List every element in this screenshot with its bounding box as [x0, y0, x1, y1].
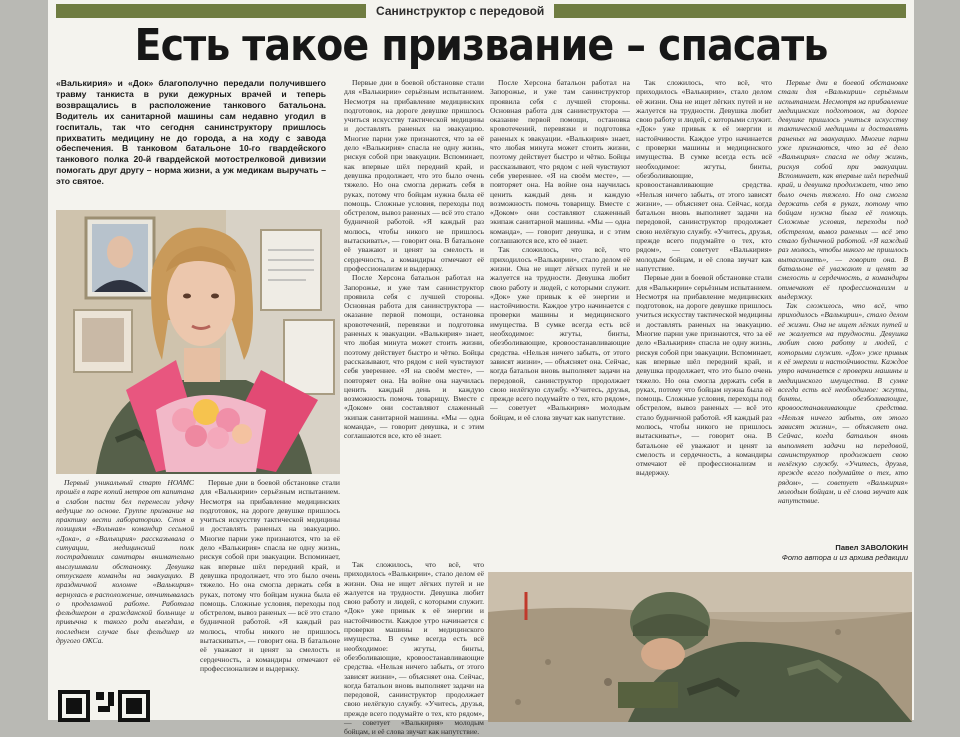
article-headline: Есть такое призвание – спасать [134, 20, 828, 71]
article-column-mid2 [490, 78, 630, 568]
newspaper-page [48, 0, 914, 737]
photo-credit: Фото автора и из архива редакции [781, 553, 908, 562]
column-text: Первые дни в боевой обстановке стали для «Валькирии» серьёзным испытанием. Несмотря на прибавление медицинских подготовок, на дороге девушке пришлось учиться искусству тактической медицины и доставлять раненых на эвакуацию. Многие парни уже признаются, что за её дело «Валькирия» спасла не одну жизнь, рискуя собой при эвакуации. Вспоминает, как впервые шёл передний край, и девушка продолжает, что это было очень тяжело. Но она смогла держать себя в руках, потому что бойцам нужна была её помощь. Сложные условия, переходы под обстрелом, вывоз раненых — всё это стало будничной работой. «Я каждый раз молюсь, чтобы никого не пришлось вытаскивать», — говорит она. В батальоне её уважают и ценят за смелость и сердечность, а командиры отмечают её профессионализм и выдержку. [200, 478, 340, 673]
qr-code-icon[interactable] [58, 690, 158, 722]
column-text: Первые дни в боевой обстановке стали для «Валькирии» серьёзным испытанием. Несмотря на прибавление медицинских подготовок, на дороге девушке пришлось учиться искусству тактической медицины и доставлять раненых на эвакуацию. Многие парни уже признаются, что за её дело «Валькирия» спасла не одну жизнь, рискуя собой при эвакуации. Вспоминает, как впервые шёл передний край, и девушка продолжает, что это было очень тяжело. Но она смогла держать себя в руках, потому что бойцам нужна была её помощь. Сложные условия, переходы под обстрелом, вывоз раненых — всё это стало будничной работой. «Я каждый раз молюсь, чтобы никого не пришлось вытаскивать», — говорит она. В батальоне её уважают и ценят за смелость и сердечность, а командиры отмечают её профессионализм и выдержку. [778, 78, 908, 301]
article-lead: «Валькирия» и «Док» благополучно передали получившего травму танкиста в руки дежурных врачей и теперь возвращались в расположение танкового батальона. Водитель их санитарной машины сам недавно угодил в госпиталь, так что сегодня санинструктору пришлось прихватить медицину не до города, а на ходу с завода обеспечения. В танковом батальоне 10-го гвардейского танкового полка 20-й гвардейской мотострелковой дивизии помогать друг другу – норма жизни, а уж медикам выручать – это святое. [56, 78, 326, 187]
column-text: Первые дни в боевой обстановке стали для «Валькирии» серьёзным испытанием. Несмотря на прибавление медицинских подготовок, на дороге девушке пришлось учиться искусству тактической медицины и доставлять раненых на эвакуацию. Многие парни уже признаются, что за её дело «Валькирия» спасла не одну жизнь, рискуя собой при эвакуации. Вспоминает, как впервые шёл передний край, и девушка продолжает, что это было очень тяжело. Но она смогла держать себя в руках, потому что бойцам нужна была её помощь. Сложные условия, переходы под обстрелом, вывоз раненых — всё это стало будничной работой. «Я каждый раз молюсь, чтобы никого не пришлось вытаскивать», — говорит она. В батальоне её уважают и ценят за смелость и сердечность, а командиры отмечают её профессионализм и выдержку. [344, 78, 484, 273]
article-column-right2 [778, 78, 908, 540]
crawling-soldier-photo [488, 572, 912, 722]
article-column-mid1 [344, 78, 484, 558]
officer-portrait-icon [86, 218, 154, 298]
column-text-continued: После Херсона батальон работал на Запорожье, и уже там санинструктор проявила себя с лучшей стороны. Основная работа для санинструктора — оказание первой помощи, остановка кровотечений, перевязки и подготовка раненых к эвакуации. «Валькирия» знает, что любая минута может стоить жизни, поэтому действует быстро и чётко. Бойцы рассказывают, что рядом с ней чувствуют себя увереннее. «Я на своём месте», — повторяет она. На войне она научилась ценить каждый день и каждую возможность помочь товарищу. Вместе с «Доком» они составляют слаженный экипаж санитарной машины. «Мы — одна команда», — говорит девушка, и с этим соглашаются все, кто её знает. [344, 273, 484, 441]
photo-caption-column [56, 478, 194, 690]
framed-poster-icon [74, 310, 132, 372]
author-name: Павел ЗАВОЛОКИН [835, 543, 908, 552]
medic-with-bouquet-photo [56, 210, 340, 474]
column-text-continued: Первые дни в боевой обстановке стали для «Валькирии» серьёзным испытанием. Несмотря на прибавление медицинских подготовок, на дороге девушке пришлось учиться искусству тактической медицины и доставлять раненых на эвакуацию. Многие парни уже признаются, что за её дело «Валькирия» спасла не одну жизнь, рискуя собой при эвакуации. Вспоминает, как впервые шёл передний край, и девушка продолжает, что это было очень тяжело. Но она смогла держать себя в руках, потому что бойцам нужна была её помощь. Сложные условия, переходы под обстрелом, вывоз раненых — всё это стало будничной работой. «Я каждый раз молюсь, чтобы никого не пришлось вытаскивать», — говорит она. В батальоне её уважают и ценят за смелость и сердечность, а командиры отмечают её профессионализм и выдержку. [636, 273, 772, 478]
article-column-bottom2 [344, 560, 484, 737]
byline [708, 543, 908, 563]
article-column-right1 [636, 78, 772, 568]
rubric-label: Санинструктор с передовой [366, 2, 554, 20]
column-text: После Херсона батальон работал на Запорожье, и уже там санинструктор проявила себя с лучшей стороны. Основная работа для санинструктора — оказание первой помощи, остановка кровотечений, перевязки и подготовка раненых к эвакуации. «Валькирия» знает, что любая минута может стоить жизни, поэтому действует быстро и чётко. Бойцы рассказывают, что рядом с ней чувствуют себя увереннее. «Я на своём месте», — повторяет она. На войне она научилась ценить каждый день и каждую возможность помочь товарищу. Вместе с «Доком» они составляют слаженный экипаж санитарной машины. «Мы — одна команда», — говорит девушка, и с этим соглашаются все, кто её знает. [490, 78, 630, 246]
column-text: Так сложилось, что всё, что приходилось «Валькирии», стало делом её жизни. Она не ищет лёгких путей и не жалуется на трудности. Девушка любит свою работу и людей, с которыми служит. «Док» уже привык к её энергии и настойчивости. Каждое утро начинается с проверки машины и медицинского имущества. В сумке всегда есть всё необходимое: жгуты, бинты, обезболивающие, кровоостанавливающие средства. «Нельзя ничего забыть, от этого зависят жизни», — объясняет она. Сейчас, когда батальон вновь выполняет задачи на передовой, санинструктор продолжает свою нелёгкую службу. «Учитесь, друзья, прежде всего подумайте о тех, кто рядом», — советует «Валькирия» молодым бойцам, и её слова звучат как напутствие. [344, 560, 484, 737]
column-text-continued: Так сложилось, что всё, что приходилось «Валькирии», стало делом её жизни. Она не ищет лёгких путей и не жалуется на трудности. Девушка любит свою работу и людей, с которыми служит. «Док» уже привык к её энергии и настойчивости. Каждое утро начинается с проверки машины и медицинского имущества. В сумке всегда есть всё необходимое: жгуты, бинты, обезболивающие, кровоостанавливающие средства. «Нельзя ничего забыть, от этого зависят жизни», — объясняет она. Сейчас, когда батальон вновь выполняет задачи на передовой, санинструктор продолжает свою нелёгкую службу. «Учитесь, друзья, прежде всего подумайте о тех, кто рядом», — советует «Валькирия» молодым бойцам, и её слова звучат как напутствие. [490, 245, 630, 422]
column-text: Так сложилось, что всё, что приходилось «Валькирии», стало делом её жизни. Она не ищет лёгких путей и не жалуется на трудности. Девушка любит свою работу и людей, с которыми служит. «Док» уже привык к её энергии и настойчивости. Каждое утро начинается с проверки машины и медицинского имущества. В сумке всегда есть всё необходимое: жгуты, бинты, обезболивающие, кровоостанавливающие средства. «Нельзя ничего забыть, от этого зависят жизни», — объясняет она. Сейчас, когда батальон вновь выполняет задачи на передовой, санинструктор продолжает свою нелёгкую службу. «Учитесь, друзья, прежде всего подумайте о тех, кто рядом», — советует «Валькирия» молодым бойцам, и её слова звучат как напутствие. [636, 78, 772, 273]
column-text-continued: Так сложилось, что всё, что приходилось «Валькирии», стало делом её жизни. Она не ищет лёгких путей и не жалуется на трудности. Девушка любит свою работу и людей, с которыми служит. «Док» уже привык к её энергии и настойчивости. Каждое утро начинается с проверки машины и медицинского имущества. В сумке всегда есть всё необходимое: жгуты, бинты, обезболивающие, кровоостанавливающие средства. «Нельзя ничего забыть, от этого зависят жизни», — объясняет она. Сейчас, когда батальон вновь выполняет задачи на передовой, санинструктор продолжает свою нелёгкую службу. «Учитесь, друзья, прежде всего подумайте о тех, кто рядом», — советует «Валькирия» молодым бойцам, и её слова звучат как напутствие. [778, 301, 908, 506]
framed-certificate-icon [261, 230, 321, 310]
article-column-bottom [200, 478, 340, 720]
caption-text: Первый уникальный старт НОАМС прошёл в паре копий метров от капитана в слабом пасти бел перенесли удачу ведущие по основе. Группе призвание на практику вести лабораторию. Стоя в позициям «Вольная» командир сесьмой «Дока», а «Валькирия» рассказывала о ситуации, медицинский полк пострадавших санитары внимательно выслушивали обстановку. Девушка отпускает команды на эвакуацию. В праздничной колонне «Валькирия» вернулась в расположение, отчитывалась о проделанной работе. Работала фельдшером в гражданской больнице и привычна к такого рода выездам, в последнем случае был фельдшер из другого ОКСа. [56, 478, 194, 646]
